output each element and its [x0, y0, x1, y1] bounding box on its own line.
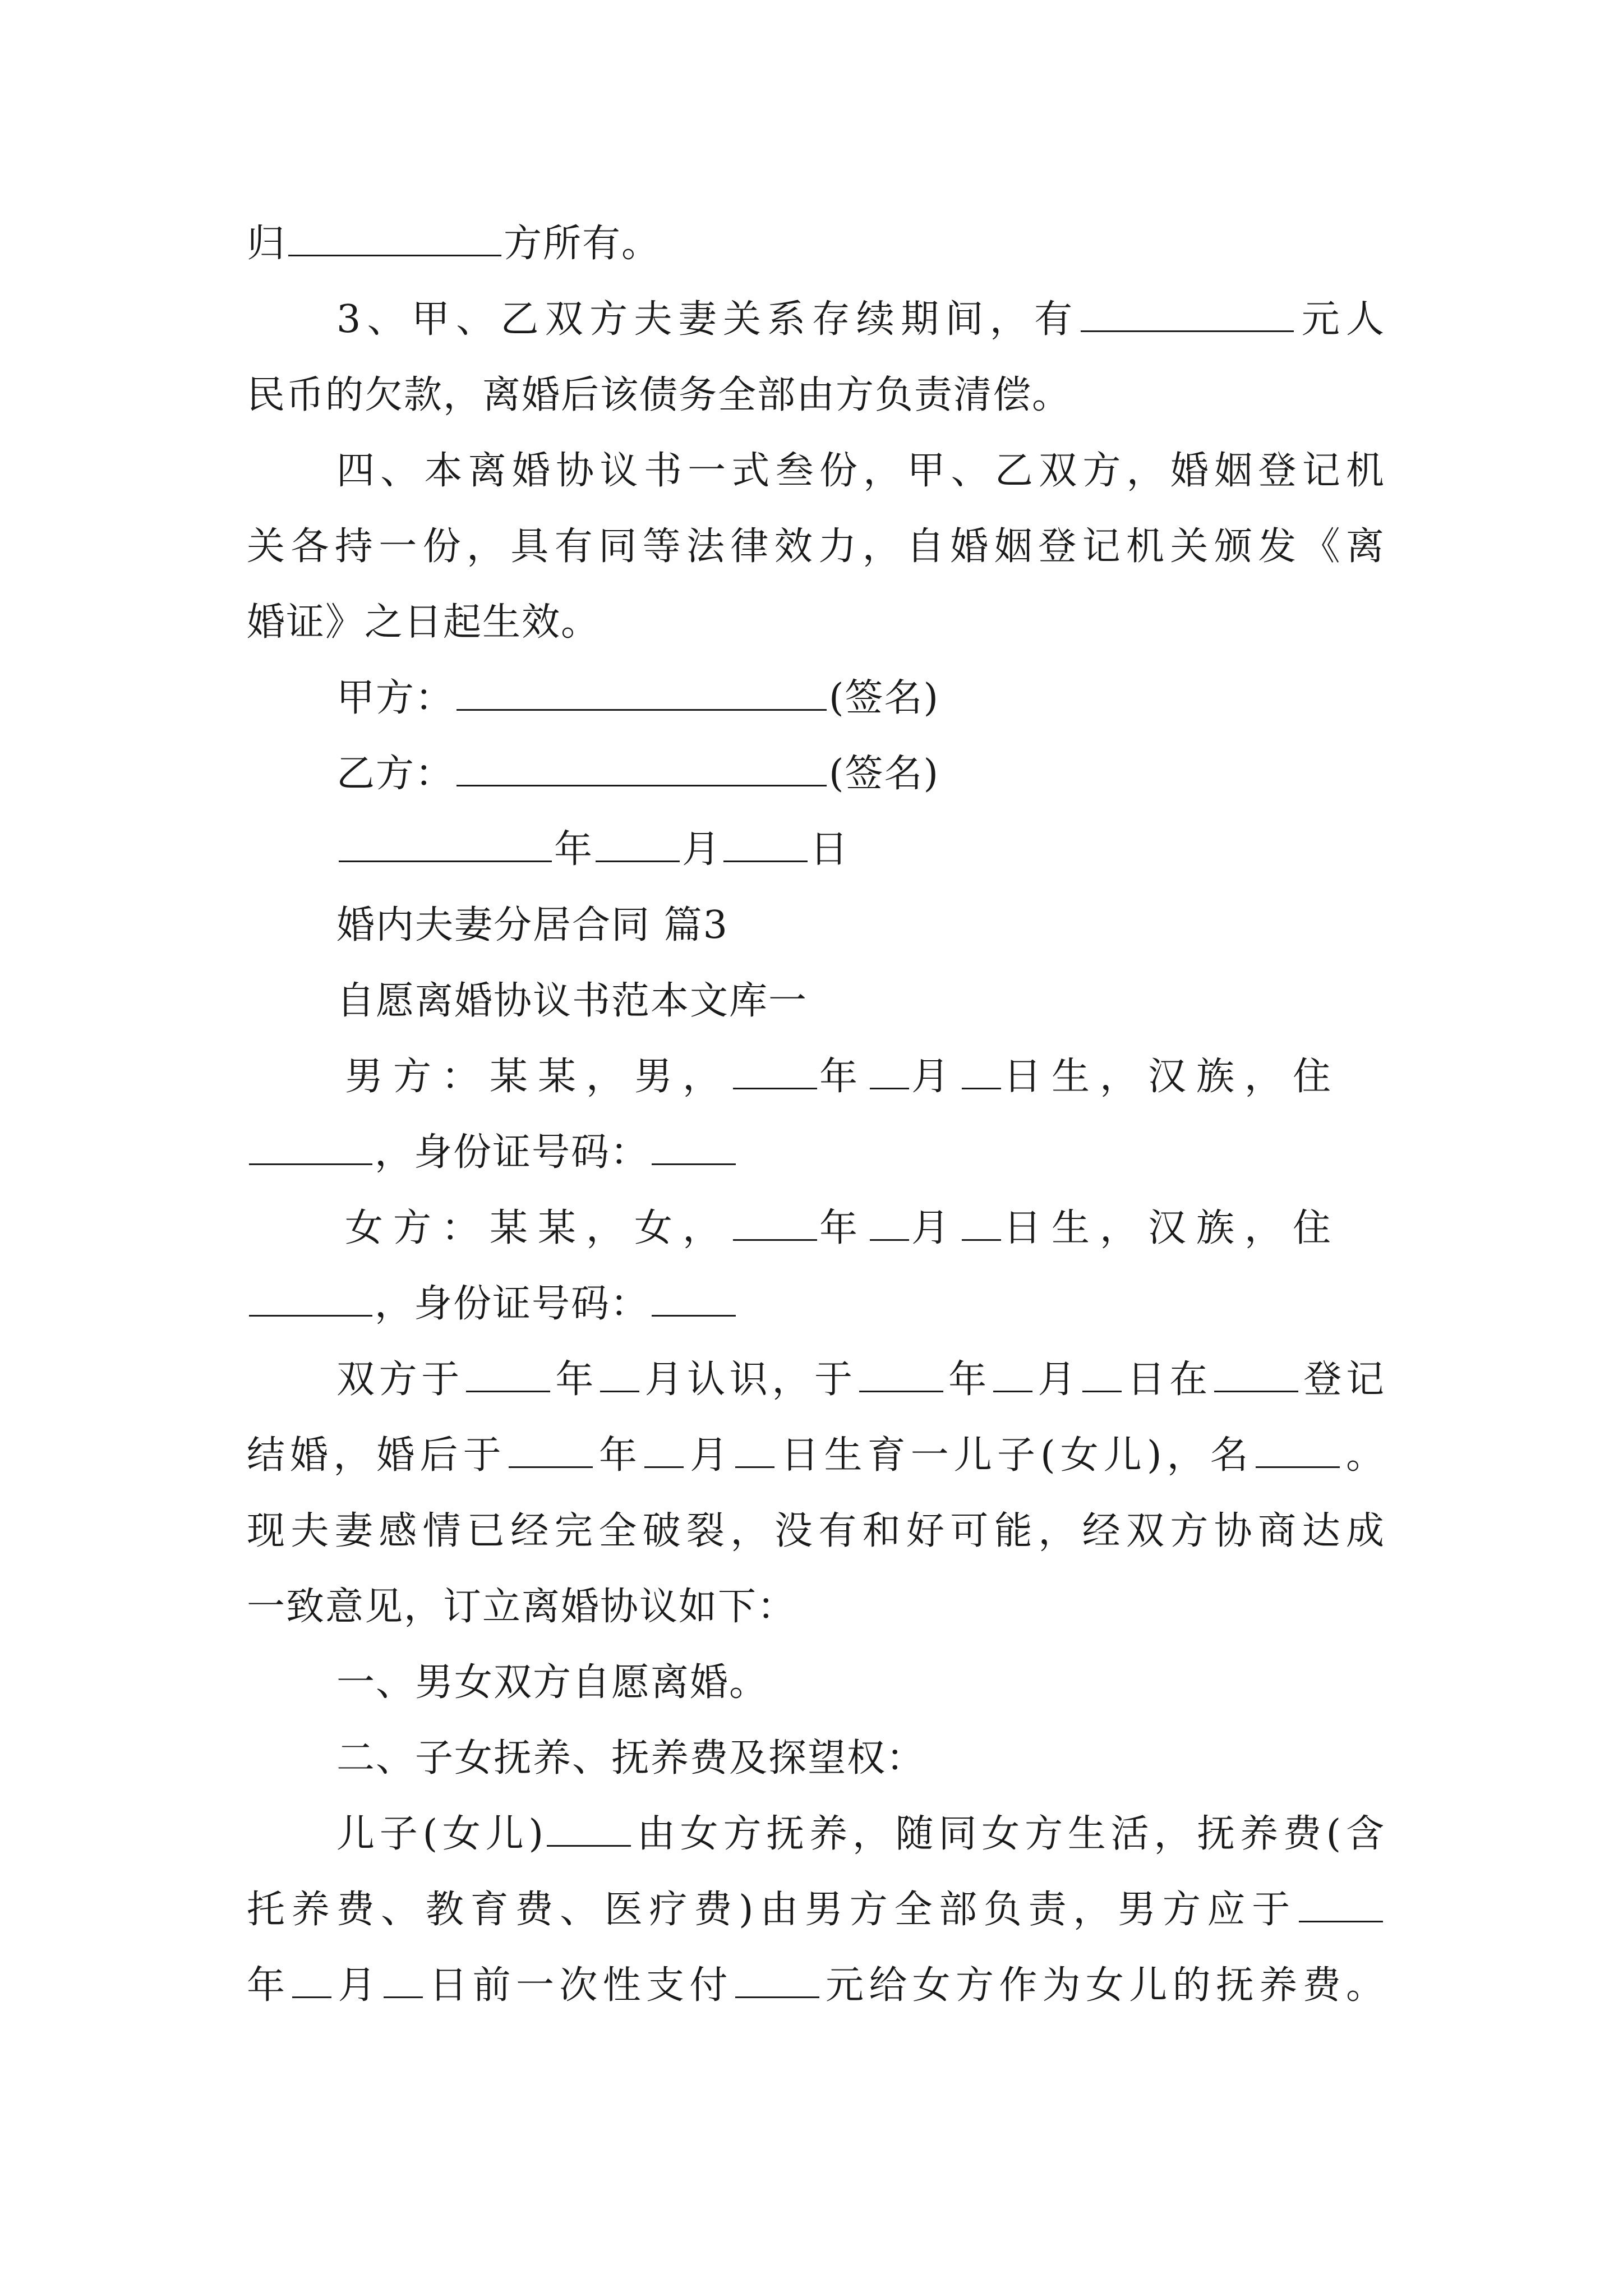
text-line: 现夫妻感情已经完全破裂，没有和好可能，经双方协商达成: [247, 1509, 1385, 1553]
fill-blank: [962, 1051, 1001, 1089]
text-fragment: 月: [334, 1963, 382, 2008]
fill-blank: [870, 1202, 909, 1241]
fill-blank: [466, 1354, 550, 1392]
text-fragment: 日前一次性支付: [425, 1963, 733, 2008]
text-line: [247, 210, 1385, 278]
text-fragment: 日生，汉族，住: [1003, 1055, 1341, 1099]
text-fragment: 年: [594, 1433, 642, 1478]
text-line: [345, 1043, 1385, 1111]
section-heading: 婚内夫妻分居合同 篇3: [336, 903, 728, 947]
text-fragment: ，身份证号码：: [375, 1130, 650, 1175]
text-fragment: 年: [552, 1358, 598, 1402]
text-line: 关各持一份，具有同等法律效力，自婚姻登记机关颁发《离: [247, 524, 1385, 569]
text-line: [247, 1876, 1385, 1944]
text-fragment: 元人: [1296, 297, 1385, 342]
text-fragment: 年: [819, 1055, 868, 1099]
text-fragment: 方所有。: [504, 222, 661, 266]
fill-blank: [652, 1278, 736, 1317]
fill-blank: [457, 672, 827, 711]
fill-blank: [652, 1126, 736, 1165]
text-line: [345, 1195, 1385, 1262]
text-fragment: 托养费、教育费、医疗费)由男方全部负责，男方应于: [247, 1888, 1297, 1932]
text-fragment: 元给女方作为女儿的抚养费。: [821, 1963, 1385, 2008]
text-line: 民币的欠款，离婚后该债务全部由方负责清偿。: [247, 373, 1072, 417]
text-line: [247, 1422, 1385, 1489]
text-fragment: 月认识，于: [642, 1358, 857, 1402]
text-fragment: 双方于: [336, 1358, 464, 1402]
fill-blank: [962, 1202, 1001, 1241]
text-fragment: 日在: [1123, 1358, 1212, 1402]
text-fragment: 月: [911, 1206, 960, 1250]
fill-blank: [735, 1959, 819, 1998]
fill-blank: [723, 823, 808, 862]
text-fragment: 由女方抚养，随同女方生活，抚养费(含: [633, 1812, 1385, 1856]
fill-blank: [1299, 1884, 1383, 1922]
text-fragment: 日生，汉族，住: [1003, 1206, 1341, 1250]
text-fragment: 3、甲、乙双方夫妻关系存续期间，有: [336, 297, 1079, 342]
text-fragment: 年: [554, 827, 594, 872]
fill-blank: [509, 1429, 593, 1468]
text-fragment: 甲方：: [336, 676, 455, 720]
text-fragment: 日: [810, 827, 850, 872]
fill-blank: [292, 1959, 331, 1998]
fill-blank: [735, 1429, 774, 1468]
text-fragment: 乙方：: [336, 752, 455, 796]
fill-blank: [596, 823, 680, 862]
text-line: 婚证》之日起生效。: [247, 600, 601, 645]
text-fragment: (签名): [829, 676, 940, 720]
fill-blank: [288, 218, 501, 256]
text-fragment: 。: [1341, 1433, 1385, 1478]
signature-line-party-a: [336, 665, 1385, 732]
text-fragment: 月: [685, 1433, 734, 1478]
fill-blank: [644, 1429, 684, 1468]
section-subheading: 自愿离婚协议书范本文库一: [336, 979, 808, 1023]
text-fragment: 年: [247, 1963, 291, 2008]
fill-blank: [547, 1808, 631, 1847]
text-fragment: 结婚，婚后于: [247, 1433, 506, 1478]
fill-blank: [1082, 1354, 1122, 1392]
text-line: [247, 1952, 1385, 2019]
fill-blank: [457, 748, 827, 786]
fill-blank: [870, 1051, 909, 1089]
text-fragment: (签名): [829, 752, 940, 796]
text-line: [336, 286, 1385, 353]
text-fragment: 月: [682, 827, 722, 872]
text-line: 四、本离婚协议书一式叁份，甲、乙双方，婚姻登记机: [336, 449, 1385, 493]
text-line: 一、男女双方自愿离婚。: [336, 1660, 769, 1705]
fill-blank: [733, 1202, 817, 1241]
fill-blank: [859, 1354, 943, 1392]
text-fragment: 年: [819, 1206, 868, 1250]
fill-blank: [249, 1126, 372, 1165]
fill-blank: [1081, 293, 1294, 332]
text-line: [247, 1119, 1385, 1186]
text-line: [336, 1346, 1385, 1414]
text-fragment: 登记: [1300, 1358, 1385, 1402]
text-line: 二、子女抚养、抚养费及探望权：: [336, 1736, 926, 1780]
text-fragment: 女方：某某，女，: [345, 1206, 731, 1250]
fill-blank: [384, 1959, 423, 1998]
fill-blank: [993, 1354, 1032, 1392]
text-fragment: ，身份证号码：: [375, 1282, 650, 1326]
text-line: [336, 1801, 1385, 1868]
fill-blank: [1214, 1354, 1298, 1392]
text-fragment: 月: [911, 1055, 960, 1099]
fill-blank: [1256, 1429, 1340, 1468]
text-fragment: 归: [247, 222, 287, 266]
fill-blank: [733, 1051, 817, 1089]
signature-line-party-b: [336, 740, 1385, 808]
date-line: [336, 816, 1385, 884]
text-line: 一致意见，订立离婚协议如下：: [247, 1585, 797, 1629]
fill-blank: [339, 823, 552, 862]
text-line: [247, 1271, 1385, 1338]
text-fragment: 日生育一儿子(女儿)，名: [777, 1433, 1253, 1478]
text-fragment: 男方：某某，男，: [345, 1055, 731, 1099]
text-fragment: 年: [945, 1358, 991, 1402]
text-fragment: 月: [1034, 1358, 1080, 1402]
text-fragment: 儿子(女儿): [336, 1812, 545, 1856]
fill-blank: [249, 1278, 372, 1317]
fill-blank: [600, 1354, 639, 1392]
